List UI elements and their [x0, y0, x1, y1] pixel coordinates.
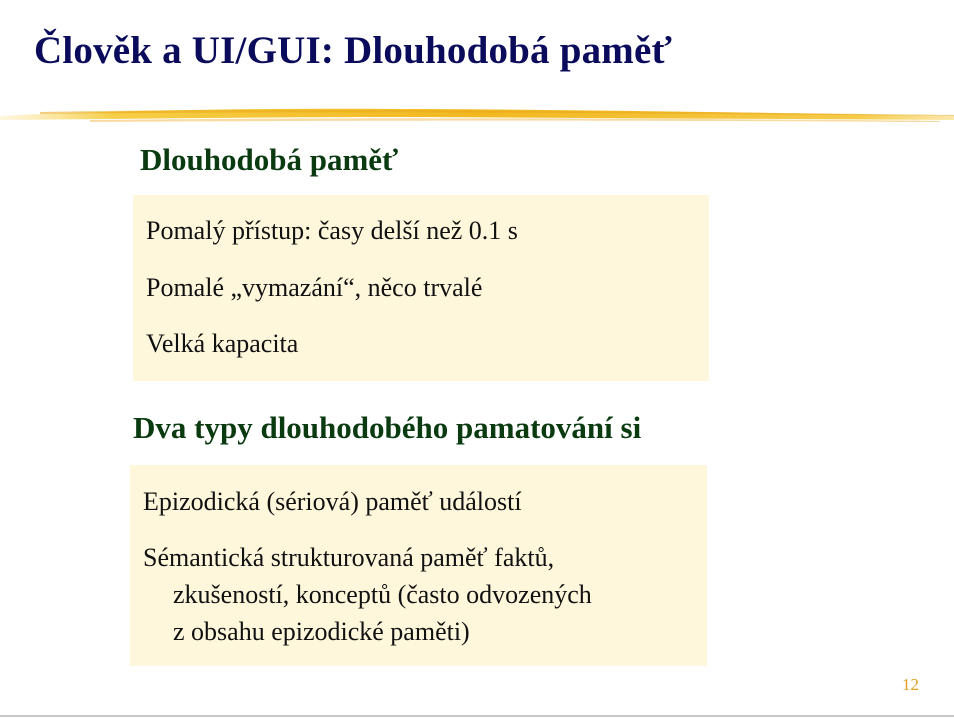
content-box-memory-types [130, 465, 707, 666]
title-underline-brushstroke [0, 100, 954, 130]
bottom-divider [0, 715, 954, 717]
bullet-line: zkušeností, konceptů (často odvozených [173, 580, 592, 609]
content-box-long-term-memory [133, 195, 709, 381]
slide-title: Člověk a UI/GUI: Dlouhodobá paměť [34, 29, 673, 72]
bullet-line: Sémantická strukturovaná paměť faktů, [143, 543, 555, 572]
page-number: 12 [902, 675, 919, 694]
bullet-item [143, 539, 592, 650]
bullet-item: Pomalý přístup: časy delší než 0.1 s [146, 216, 518, 245]
section-heading-memory-types: Dva typy dlouhodobého pamatování si [133, 410, 642, 445]
bullet-item: Velká kapacita [146, 329, 299, 358]
bullet-item: Pomalé „vymazání“, něco trvalé [146, 273, 483, 302]
section-heading-long-term-memory: Dlouhodobá paměť [140, 142, 399, 177]
bullet-item: Epizodická (sériová) paměť událostí [143, 487, 522, 516]
bullet-line: z obsahu epizodické paměti) [173, 617, 470, 646]
